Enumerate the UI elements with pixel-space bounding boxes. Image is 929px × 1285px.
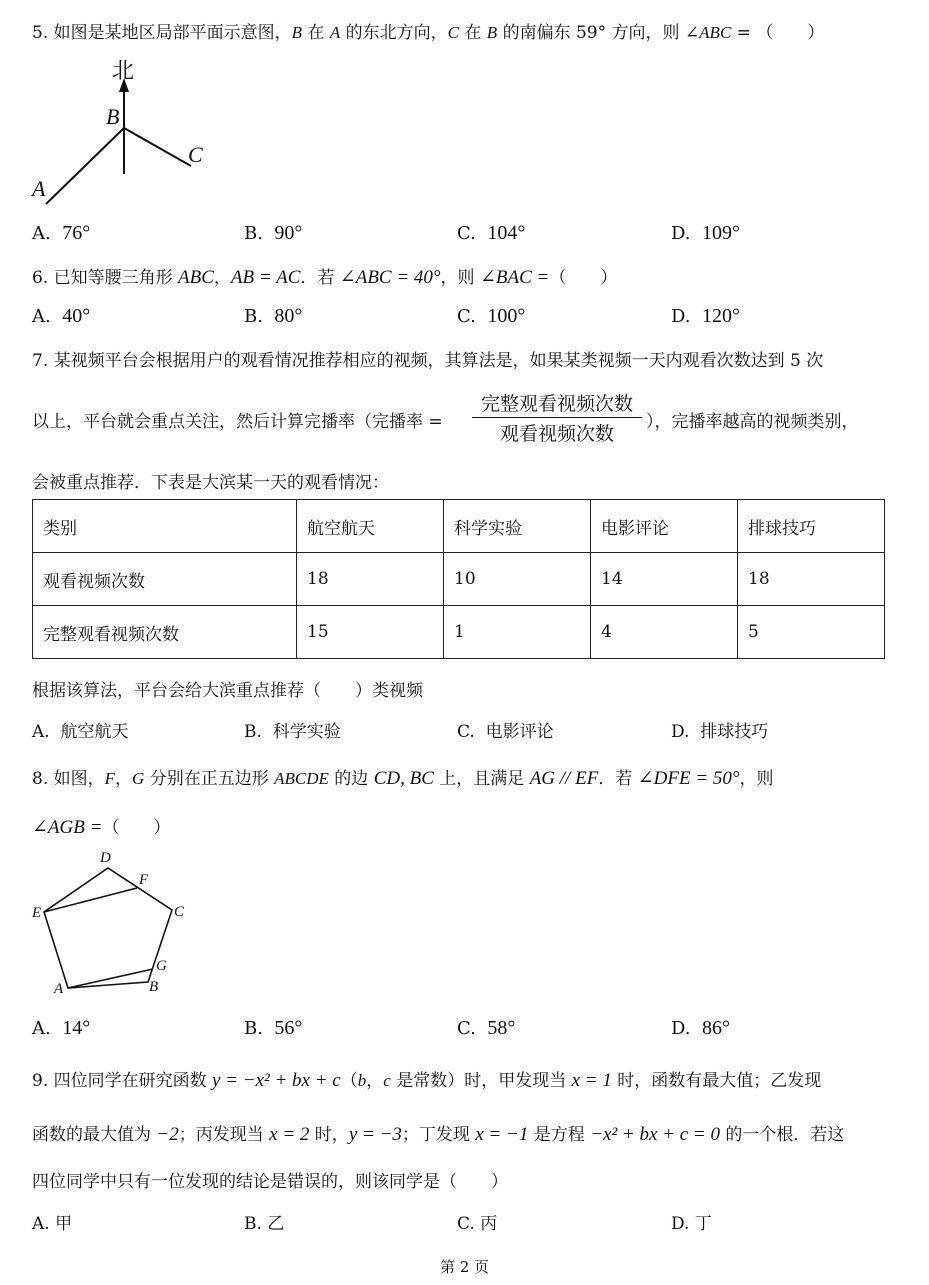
q8-math: ∠AGB = [32, 817, 103, 838]
q7-line2-a: 以上，平台就会重点关注，然后计算完播率（完播率 = [32, 412, 443, 432]
table-header-cell: 排球技巧 [738, 500, 885, 553]
q7-option-c[interactable] [457, 717, 554, 742]
q9-option-c[interactable] [457, 1209, 497, 1234]
q8-text: 分别在正五边形 [144, 769, 275, 789]
q9-math: x = 2 [269, 1124, 310, 1145]
table-row [33, 606, 885, 659]
q7-option-d[interactable] [671, 717, 768, 742]
table-cell: 15 [297, 606, 444, 659]
q9-text: 9. 四位同学在研究函数 [32, 1071, 213, 1091]
option-value: 120° [701, 305, 740, 327]
table-cell: 完整观看视频次数 [33, 606, 297, 659]
q9-text: 时， [309, 1125, 349, 1145]
q9-math: x = −1 [475, 1124, 529, 1145]
point-f-label: F [139, 872, 149, 888]
table-cell: 14 [591, 553, 738, 606]
q5-var-b: B [486, 23, 498, 42]
point-e-label: E [32, 905, 42, 921]
q5-var-b: B [291, 23, 303, 42]
option-letter: D. [671, 306, 691, 327]
option-letter: C. [457, 1018, 476, 1039]
option-letter: A. [32, 306, 51, 327]
q5-option-d[interactable] [671, 222, 740, 245]
q5-text: 5. 如图是某地区局部平面示意图， [32, 23, 292, 43]
q5-var-a: A [329, 23, 341, 42]
q9-math: −2 [156, 1124, 179, 1145]
q8-text: ．若 [598, 769, 638, 789]
q6-text: ， [213, 268, 231, 288]
q8-option-b[interactable] [244, 1017, 302, 1040]
q9-text: 的一个根．若这 [719, 1125, 845, 1145]
q6-option-d[interactable] [671, 305, 740, 328]
option-value: 科学实验 [272, 722, 341, 742]
point-c-label: C [174, 904, 185, 920]
q9-math: −x² + bx + c = 0 [590, 1124, 720, 1145]
fraction-numerator: 完整观看视频次数 [480, 393, 633, 415]
option-letter: D. [671, 722, 690, 742]
q7-after: 根据该算法，平台会给大滨重点推荐（ ）类视频 [32, 681, 423, 701]
q6-text: ，则 [440, 268, 480, 288]
option-value: 丙 [480, 1214, 498, 1234]
page-number: 第 2 页 [439, 1258, 490, 1276]
option-value: 104° [487, 222, 526, 244]
table-cell: 1 [444, 606, 591, 659]
q8-stem [32, 764, 774, 790]
point-b-label: B [106, 104, 120, 129]
pentagon-figure [28, 848, 198, 1000]
q9-math: b [357, 1071, 367, 1090]
q9-math: y = −3 [348, 1124, 402, 1145]
option-value: 109° [701, 222, 740, 244]
table-cell: 10 [444, 553, 591, 606]
q6-stem [32, 263, 617, 289]
q9-text: 是方程 [528, 1125, 591, 1145]
option-value: 甲 [55, 1214, 73, 1234]
q8-line2 [32, 813, 170, 839]
q7-option-a[interactable] [32, 717, 129, 742]
q6-text: 6. 已知等腰三角形 [32, 268, 179, 288]
q9-line1 [32, 1066, 821, 1092]
pentagon-abcde [44, 868, 172, 988]
q6-text: （ ） [549, 268, 618, 288]
q5-option-c[interactable] [457, 222, 525, 245]
segment-ab [46, 128, 124, 204]
option-value: 航空航天 [60, 722, 129, 742]
q8-text: ，则 [739, 769, 774, 789]
table-header-cell: 科学实验 [444, 500, 591, 553]
option-value: 排球技巧 [700, 722, 769, 742]
q5-var-c: C [447, 23, 459, 42]
point-a-label: A [54, 981, 64, 997]
option-letter: D. [671, 1018, 691, 1039]
segment-bc [124, 128, 191, 166]
q5-text: = （ ） [731, 23, 825, 43]
option-value: 40° [62, 305, 91, 327]
q8-text: 8. 如图， [32, 769, 105, 789]
option-value: 乙 [267, 1214, 285, 1234]
north-label: 北 [112, 59, 135, 84]
q9-line3: 四位同学中只有一位发现的结论是错误的，则该同学是（ ） [32, 1172, 508, 1192]
q8-text: 上，且满足 [433, 769, 530, 789]
segment-ef [44, 888, 137, 912]
fraction-bar [472, 417, 642, 418]
option-value: 56° [274, 1017, 303, 1039]
option-letter: B. [244, 1018, 263, 1039]
option-letter: B. [244, 306, 263, 327]
q8-math: CD, BC [373, 768, 434, 789]
q5-option-b[interactable] [244, 222, 302, 245]
q8-math: ABCDE [274, 769, 329, 788]
table-header-row [33, 500, 885, 553]
option-value: 90° [274, 222, 303, 244]
q5-text: 的东北方向， [340, 23, 448, 43]
q6-math: ∠ABC = 40° [339, 267, 441, 288]
q9-line2 [32, 1120, 844, 1146]
option-value: 76° [62, 222, 91, 244]
q8-math: AG // EF [529, 768, 599, 789]
q8-option-c[interactable] [457, 1017, 515, 1040]
q8-math: G [132, 769, 145, 788]
q9-math: c [383, 1071, 391, 1090]
option-value: 80° [274, 305, 303, 327]
q9-option-d[interactable] [671, 1209, 712, 1234]
option-value: 58° [487, 1017, 516, 1039]
option-letter: C. [457, 722, 475, 742]
q9-text: ， [366, 1071, 384, 1091]
option-letter: C. [457, 1214, 475, 1234]
q8-option-a[interactable] [32, 1017, 90, 1040]
q5-stem [32, 18, 824, 43]
q5-text: 的南偏东 59° 方向，则 ∠ [497, 23, 700, 43]
table-cell: 观看视频次数 [33, 553, 297, 606]
option-value: 丁 [694, 1214, 712, 1234]
point-d-label: D [100, 850, 111, 866]
option-letter: D. [671, 223, 691, 244]
q6-math: ABC [178, 267, 214, 288]
point-g-label: G [156, 958, 167, 974]
table-cell: 4 [591, 606, 738, 659]
option-value: 100° [487, 305, 526, 327]
q9-text: 是常数）时，甲发现当 [390, 1071, 572, 1091]
option-letter: C. [457, 223, 476, 244]
q5-angle: ABC [699, 23, 732, 42]
q7-line2-b: ），完播率越高的视频类别， [646, 412, 859, 432]
table-cell: 5 [738, 606, 885, 659]
q6-text: ．若 [300, 268, 340, 288]
option-letter: B. [244, 223, 263, 244]
point-c-label: C [188, 142, 203, 167]
option-letter: A. [32, 722, 50, 742]
q8-math: ∠DFE = 50° [637, 768, 740, 789]
table-header-cell: 类别 [33, 500, 297, 553]
q6-math: ∠BAC = [479, 267, 550, 288]
completion-rate-fraction [472, 389, 642, 446]
q5-option-a[interactable] [32, 222, 90, 245]
q6-math: AB = AC [230, 267, 301, 288]
table-row [33, 553, 885, 606]
option-letter: C. [457, 306, 476, 327]
option-letter: A. [32, 1018, 51, 1039]
option-value: 电影评论 [485, 722, 554, 742]
table-header-cell: 航空航天 [297, 500, 444, 553]
q9-text: ；丙发现当 [178, 1125, 270, 1145]
q8-text: （ ） [102, 818, 171, 838]
q9-option-b[interactable] [244, 1209, 284, 1234]
q7-line1: 7. 某视频平台会根据用户的观看情况推荐相应的视频，其算法是，如果某类视频一天内观看次数达到 5 次 [32, 351, 824, 371]
q5-text: 在 [302, 23, 330, 43]
table-cell: 18 [297, 553, 444, 606]
q6-option-a[interactable] [32, 305, 90, 328]
point-b-label: B [149, 979, 159, 995]
q6-option-c[interactable] [457, 305, 525, 328]
q7-option-b[interactable] [244, 717, 341, 742]
option-letter: A. [32, 1214, 50, 1234]
q7-line3: 会被重点推荐．下表是大滨某一天的观看情况： [32, 473, 389, 493]
q9-math: x = 1 [571, 1070, 612, 1091]
q9-option-a[interactable] [32, 1209, 72, 1234]
table-header-cell: 电影评论 [591, 500, 738, 553]
fraction-denominator: 观看视频次数 [499, 423, 614, 445]
q8-math: F [104, 769, 116, 788]
viewing-table [32, 499, 885, 659]
q8-text: 的边 [328, 769, 374, 789]
table-cell: 18 [738, 553, 885, 606]
q5-text: 在 [458, 23, 487, 43]
option-letter: B. [244, 1214, 262, 1234]
q8-option-d[interactable] [671, 1017, 730, 1040]
q8-text: ， [115, 769, 133, 789]
option-value: 14° [62, 1017, 91, 1039]
q9-text: 时，函数有最大值；乙发现 [611, 1071, 822, 1091]
option-letter: B. [244, 722, 262, 742]
q9-text: 函数的最大值为 [32, 1125, 157, 1145]
option-letter: A. [32, 223, 51, 244]
q9-text: （ [340, 1071, 358, 1091]
option-letter: D. [671, 1214, 690, 1234]
option-value: 86° [701, 1017, 730, 1039]
point-a-label: A [32, 176, 46, 201]
q9-text: ；丁发现 [401, 1125, 476, 1145]
q6-option-b[interactable] [244, 305, 302, 328]
q9-math: y = −x² + bx + c [212, 1070, 341, 1091]
